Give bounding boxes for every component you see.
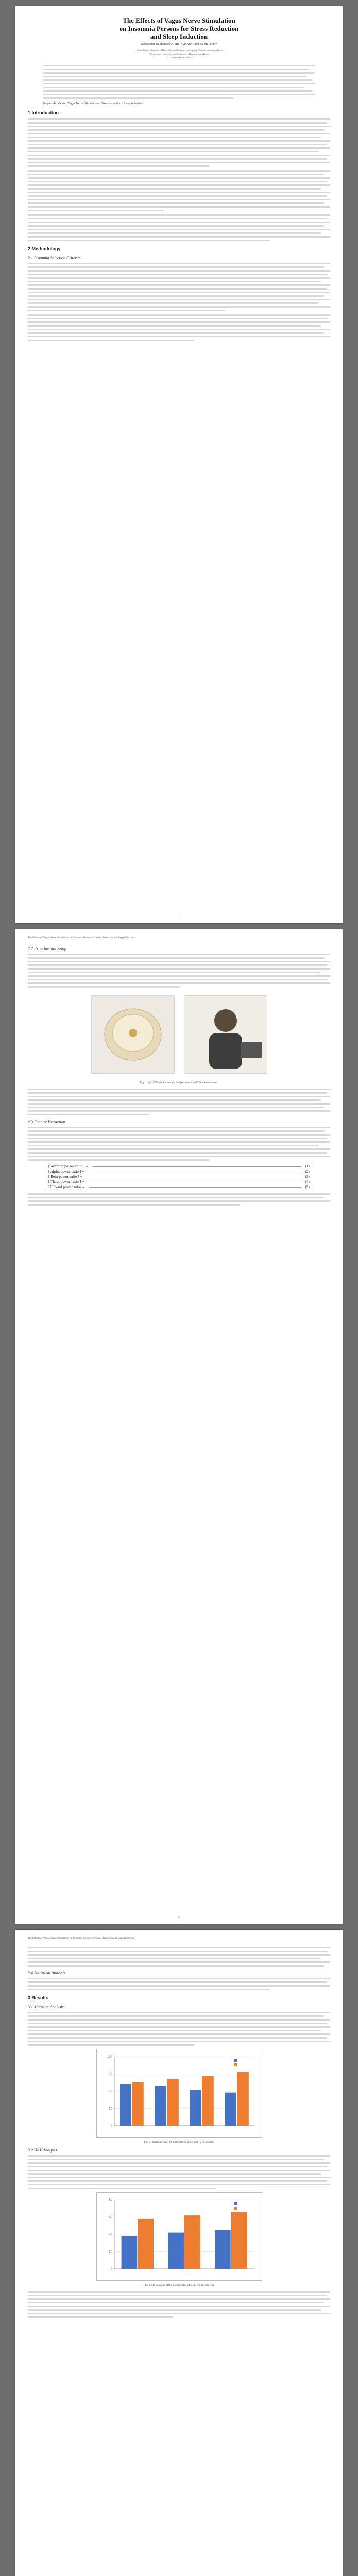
method-paragraph [28, 1089, 330, 1115]
method-paragraph [28, 263, 330, 311]
subsection-heading: 2.1 Insomnia Selection Criteria [28, 255, 80, 260]
method-paragraph [28, 1193, 330, 1206]
equation-lhs: [ Average power ratio ] = [48, 1165, 89, 1168]
bar [184, 2215, 200, 2269]
title-line: and Sleep Induction [150, 32, 208, 41]
bar [121, 2236, 137, 2269]
authors: Kakhramon Rakhimboev¹, Min-Kyu Kim², and Ki-Jin Park¹²* [141, 42, 217, 46]
bar [168, 2233, 184, 2269]
equation-fraction-bar [93, 1166, 301, 1167]
page-number: 2 [178, 1916, 180, 1919]
figure-caption: Fig. 2. Moisture level of during the fast test and tVNS device. [144, 2141, 214, 2144]
results-paragraph [28, 2155, 330, 2189]
y-tick-label: 0 [110, 2125, 112, 2128]
method-paragraph [28, 1127, 330, 1161]
y-tick-label: 0 [110, 2268, 112, 2271]
running-header [28, 1937, 330, 1940]
subject-body [209, 1033, 242, 1069]
intro-paragraph [28, 170, 330, 211]
running-title: The Effects of Vagus Nerve Stimulation on Insomnia Persons for Stress Reduction and Sleep Induction [28, 1937, 134, 1940]
subsection-heading: 3.2 HRV Analysis [28, 2148, 57, 2153]
legend-swatch [234, 2059, 237, 2062]
subsection-heading: 3.1 Moisture Analysis [28, 2005, 64, 2009]
figure-1 [87, 991, 272, 1078]
method-paragraph [28, 1947, 330, 1967]
y-tick-label: 75 [108, 2073, 112, 2076]
bar [237, 2072, 249, 2126]
bar [120, 2084, 131, 2126]
y-tick-label: 60 [108, 2216, 112, 2219]
hf-alpha-bar-chart [97, 2193, 262, 2280]
keywords: Keywords: Vagus · Vagus Nerve Stimulation · Stress reduction · Sleep induction [43, 101, 143, 105]
running-title: The Effects of Vagus Nerve Stimulation on Insomnia Persons for Stress Reduction and Sleep Induction [28, 937, 134, 939]
bar [167, 2079, 179, 2126]
page-number: 1 [178, 916, 180, 918]
results-paragraph [28, 2012, 330, 2046]
device-photos [87, 991, 272, 1078]
bar [190, 2090, 201, 2126]
monitor [241, 1042, 262, 1058]
equation-number: (3) [305, 1175, 310, 1179]
bar [231, 2212, 247, 2269]
paper-title [28, 16, 330, 41]
title-line: The Effects of Vagus Nerve Stimulation [123, 16, 235, 24]
subject-head [214, 1009, 237, 1032]
equation [48, 1170, 310, 1174]
running-header [28, 937, 330, 939]
figure-caption: Fig. 3. HF data and alpha power value of EEG test results (%). [143, 2284, 215, 2287]
abstract [43, 65, 315, 105]
equation-block [28, 1165, 330, 1189]
equation-lhs: [ Theta power ratio ] = [48, 1180, 85, 1184]
legend-swatch [234, 2207, 237, 2210]
paper-page-1 [15, 6, 343, 923]
subsection-heading: 2.4 Statistical Analysis [28, 1971, 65, 1975]
title-line: on Insomnia Persons for Stress Reduction [119, 24, 239, 32]
equation [48, 1165, 310, 1168]
section-heading: 3 Results [28, 1995, 49, 2001]
affiliation: * Correspondence author [167, 56, 191, 59]
figure-caption: Fig. 1. (a) tVNS device and (b) Subject with the tVNS measurement. [140, 1081, 218, 1084]
bar [132, 2082, 144, 2126]
affiliation: ¹ Korea Research Institute of Hospitality and Tourism, Gyeongsang National University, Korea [135, 48, 223, 52]
intro-paragraph [28, 214, 330, 241]
method-paragraph [28, 954, 330, 988]
y-tick-label: 50 [108, 2090, 112, 2093]
y-tick-label: 80 [108, 2199, 112, 2202]
section-heading: 1 Introduction [28, 110, 59, 115]
y-tick-label: 20 [108, 2250, 112, 2254]
y-tick-label: 100 [107, 2056, 112, 2059]
equation-number: (1) [305, 1165, 310, 1168]
y-tick-label: 40 [108, 2233, 112, 2236]
equation-number: (4) [305, 1180, 310, 1184]
results-paragraph [28, 2291, 330, 2318]
method-paragraph [28, 1978, 330, 1990]
equation-fraction-bar [89, 1187, 301, 1188]
equation-lhs: [ Beta power ratio ] = [48, 1175, 83, 1179]
bar [225, 2093, 236, 2126]
device-button [129, 1029, 137, 1037]
moisture-bar-chart [97, 2049, 262, 2137]
bar [214, 2230, 230, 2269]
figure-3 [96, 2192, 262, 2281]
section-heading: 2 Methodology [28, 246, 61, 251]
equation-number: (5) [305, 1185, 310, 1189]
subsection-heading: 2.2 Experimental Setup [28, 946, 66, 951]
subsection-heading: 2.3 Feature Extraction [28, 1120, 65, 1124]
affiliation: ² Department of Software and Technology, Hanyang Univ, Korea [148, 52, 210, 55]
intro-paragraph [28, 118, 330, 167]
paper-page-2 [15, 929, 343, 1924]
legend-swatch [234, 2202, 237, 2205]
paper-page-3 [15, 1930, 343, 2576]
equation-lhs: [ Alpha power ratio ] = [48, 1170, 85, 1174]
figure-2 [96, 2049, 262, 2138]
equation [48, 1185, 310, 1189]
equation [48, 1180, 310, 1184]
method-paragraph [28, 314, 330, 341]
equation [48, 1175, 310, 1179]
bar [138, 2219, 154, 2269]
bar [202, 2076, 214, 2126]
legend-swatch [234, 2063, 237, 2066]
equation-number: (2) [305, 1170, 310, 1174]
y-tick-label: 25 [108, 2107, 112, 2111]
equation-lhs: HF band power ratio = [48, 1185, 85, 1189]
bar [155, 2086, 166, 2126]
